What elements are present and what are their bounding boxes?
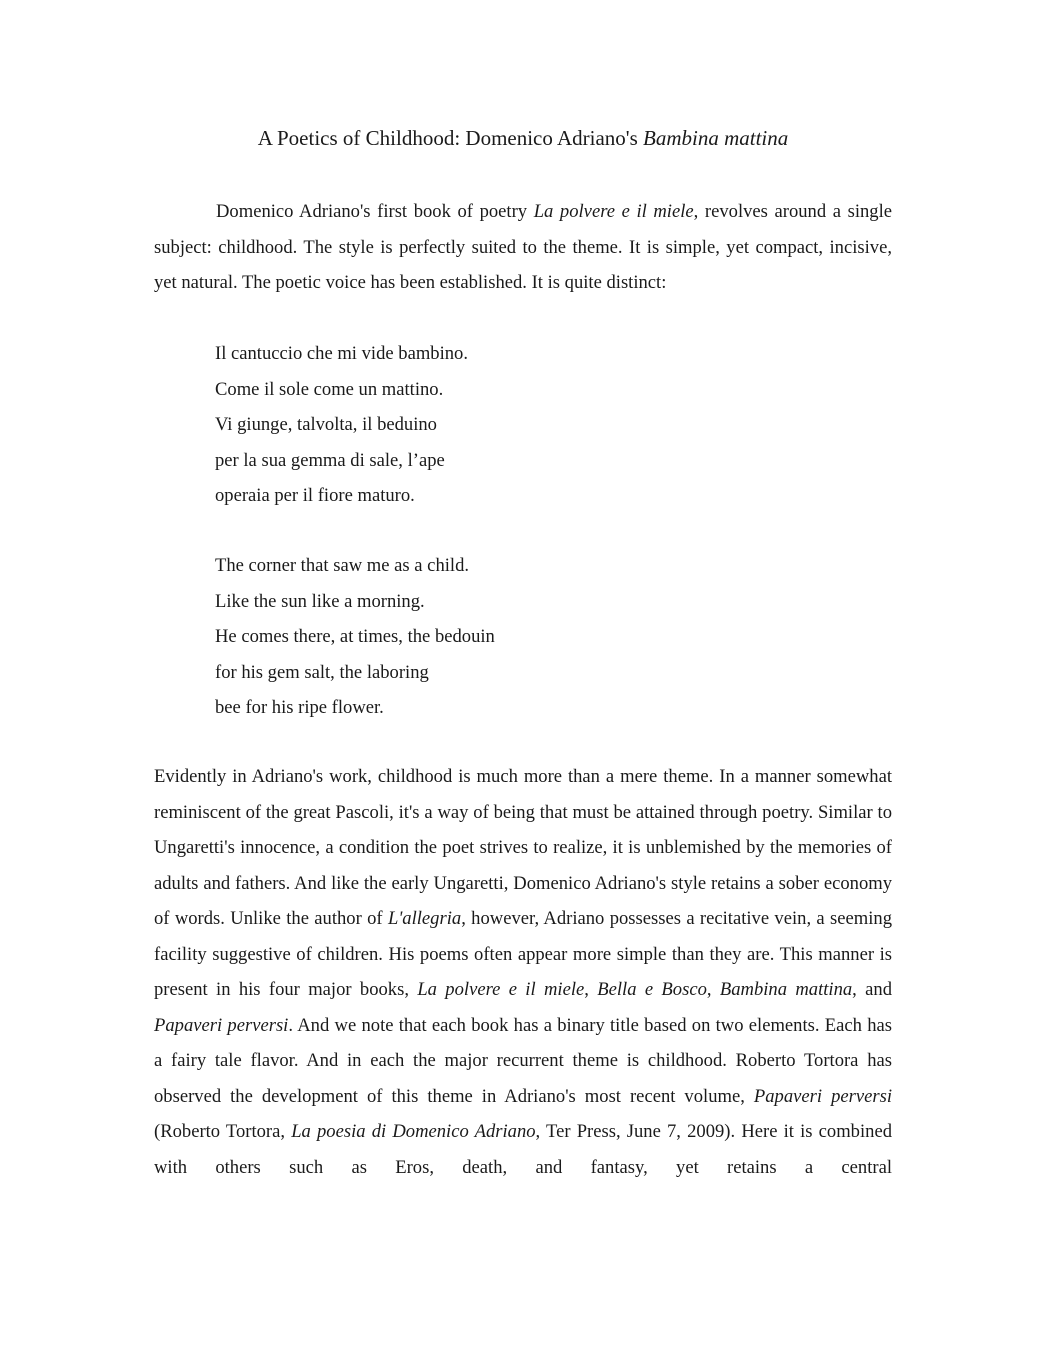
poem-line: The corner that saw me as a child. [215, 555, 470, 576]
title-text: A Poetics of Childhood: Domenico Adriano's [257, 126, 643, 150]
poem-line: He comes there, at times, the bedouin [215, 626, 495, 647]
book-title: La polvere e il miele [533, 201, 694, 222]
poem-line: Vi giunge, talvolta, il beduino [215, 414, 437, 435]
book-title: Bambina mattina [719, 979, 853, 1000]
body-paragraph: Evidently in Adriano's work, childhood is much more than a mere theme. In a manner somewhat reminiscent of the great Pascoli, it's a way of being that must be attained through poetry. Similar to Ungaretti's innocence, a condition the poet strives to realize, it is unblemished by the memories of adults and fathers. And like the early Ungaretti, Domenico Adriano's style retains a sober economy of words. Unlike the author of L'allegria, however, Adriano possesses a recitative vein, a seeming facility suggestive of children. His poems often appear more simple than they are. This manner is present in his four major books, La polvere e il miele, Bella e Bosco, Bambina mattina, and Papaveri perversi. And we note that each book has a binary title based on two elements. Each has a fairy tale flavor. And in each the major recurrent theme is childhood. Roberto Tortora has observed the development of this theme in Adriano's most recent volume, Papaveri perversi (Roberto Tortora, La poesia di Domenico Adriano, Ter Press, June 7, 2009). Here it is combined with others such as Eros, death, and fantasy, yet retains a central [154, 766, 893, 1178]
book-title: Papaveri perversi [753, 1085, 893, 1107]
book-title: La polvere e il miele [417, 979, 585, 1000]
intro-paragraph: Domenico Adriano's first book of poetry La polvere e il miele, revolves around a single subject: childhood. The style is perfectly suited to the theme. It is simple, yet compact, incisive, yet natural. The poetic voice has been established. It is quite distinct: [154, 201, 892, 293]
book-title: Bella e Bosco [597, 979, 707, 1000]
poem-english [215, 548, 495, 726]
poem-line: operaia per il fiore maturo. [215, 485, 415, 506]
poem-line: Il cantuccio che mi vide bambino. [215, 343, 468, 364]
poem-line: per la sua gemma di sale, l’ape [215, 449, 445, 471]
book-title: Papaveri perversi [154, 1014, 289, 1036]
poem-line: for his gem salt, the laboring [215, 661, 429, 683]
poem-line: bee for his ripe flower. [215, 697, 384, 718]
poem-line: Come il sole come un mattino. [215, 378, 444, 400]
book-title: L'allegria [387, 908, 462, 929]
poem-italian [215, 336, 468, 514]
title-italic: Bambina mattina [643, 126, 789, 150]
book-title: La poesia di Domenico Adriano [291, 1121, 536, 1142]
document-title [0, 124, 1046, 152]
poem-line: Like the sun like a morning. [215, 590, 425, 612]
